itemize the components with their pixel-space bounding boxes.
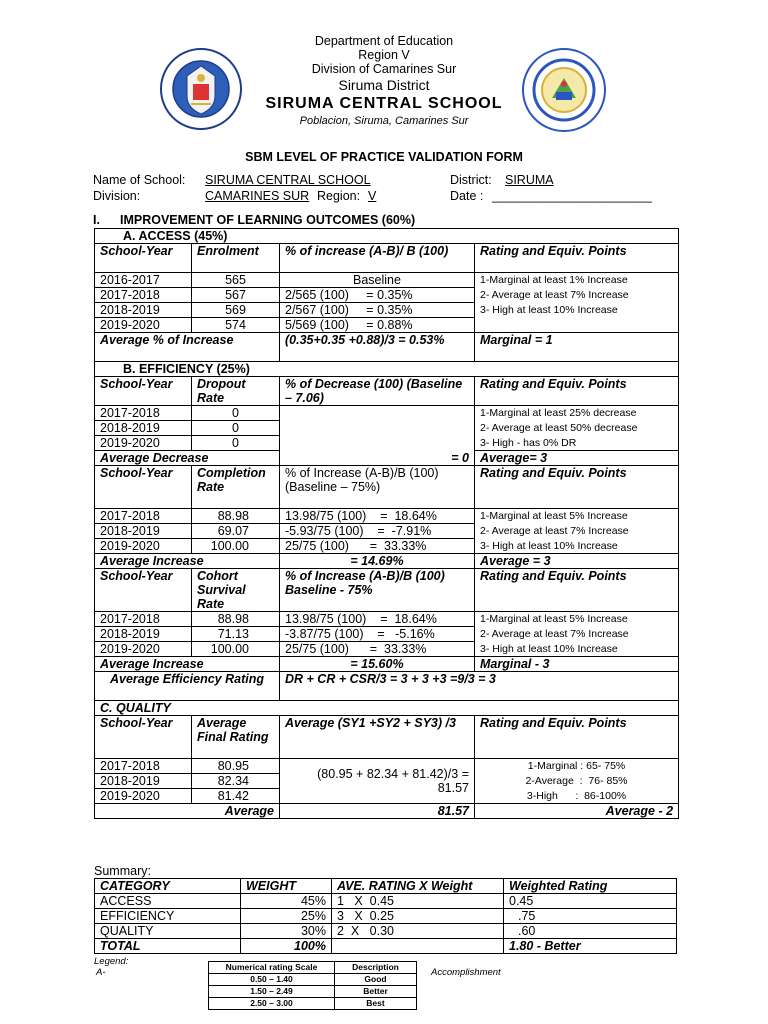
access-year: 2019-2020 xyxy=(95,318,192,333)
access-enrolment: 567 xyxy=(192,288,280,303)
quality-avg-value: 81.57 xyxy=(280,804,475,819)
table-row xyxy=(95,612,679,627)
summary-category: QUALITY xyxy=(95,924,241,939)
completion-calc: 13.98/75 (100) = 18.64% xyxy=(280,509,475,524)
access-year: 2017-2018 xyxy=(95,288,192,303)
completion-year: 2019-2020 xyxy=(95,539,192,554)
avg-efficiency-calc: DR + CR + CSR/3 = 3 + 3 +3 =9/3 = 3 xyxy=(280,672,679,701)
quality-final-rating: 81.42 xyxy=(192,789,280,804)
cohort-year: 2018-2019 xyxy=(95,627,192,642)
efficiency-title: B. EFFICIENCY (25%) xyxy=(95,362,679,377)
quality-year: 2018-2019 xyxy=(95,774,192,789)
summary-total-label: TOTAL xyxy=(95,939,241,954)
summary-weighted: .60 xyxy=(504,924,677,939)
summary-category: ACCESS xyxy=(95,894,241,909)
header-school-name: SIRUMA CENTRAL SCHOOL xyxy=(265,95,503,112)
completion-calc: -5.93/75 (100) = -7.91% xyxy=(280,524,475,539)
quality-year: 2017-2018 xyxy=(95,759,192,774)
quality-h-rating: Average Final Rating xyxy=(192,716,280,759)
dropout-h-calc: % of Decrease (100) (Baseline – 7.06) xyxy=(280,377,475,406)
summary-total-weighted: 1.80 - Better xyxy=(504,939,677,954)
completion-calc: 25/75 (100) = 33.33% xyxy=(280,539,475,554)
dropout-h-rating: Rating and Equiv. Points xyxy=(475,377,679,406)
legend-header-row xyxy=(209,962,417,974)
completion-avg-calc: = 14.69% xyxy=(280,554,475,569)
dropout-rating-scale: 1-Marginal at least 25% decrease xyxy=(475,406,679,421)
cohort-rate: 71.13 xyxy=(192,627,280,642)
cohort-header-row xyxy=(95,569,679,612)
dropout-year: 2019-2020 xyxy=(95,436,192,451)
access-rating-scale: 1-Marginal at least 1% Increase xyxy=(475,273,679,288)
table-row xyxy=(95,539,679,554)
completion-h-rate: Completion Rate xyxy=(192,466,280,509)
dropout-avg-rating: Average= 3 xyxy=(475,451,679,466)
summary-header-row xyxy=(95,879,677,894)
name-of-school-value: SIRUMA CENTRAL SCHOOL xyxy=(205,173,371,187)
summary-weight: 25% xyxy=(241,909,332,924)
completion-year: 2018-2019 xyxy=(95,524,192,539)
accomplishment-label: Accomplishment xyxy=(431,967,501,978)
cohort-calc: -3.87/75 (100) = -5.16% xyxy=(280,627,475,642)
summary-title: Summary: xyxy=(94,864,151,878)
access-year: 2018-2019 xyxy=(95,303,192,318)
summary-category: EFFICIENCY xyxy=(95,909,241,924)
table-row xyxy=(95,759,679,774)
quality-calc: (80.95 + 82.34 + 81.42)/3 = 81.57 xyxy=(280,759,475,804)
table-row xyxy=(95,894,677,909)
legend-scale: 1.50 – 2.49 xyxy=(209,986,335,998)
quality-avg-label: Average xyxy=(95,804,280,819)
table-row xyxy=(95,924,677,939)
cohort-rating-scale: 2- Average at least 7% Increase xyxy=(475,627,679,642)
dropout-h-year: School-Year xyxy=(95,377,192,406)
legend-h-description: Description xyxy=(335,962,417,974)
district-label: District: xyxy=(450,173,492,187)
date-label: Date : xyxy=(450,189,484,203)
cohort-h-calc: % of Increase (A-B)/B (100) Baseline - 75% xyxy=(280,569,475,612)
cohort-avg-label: Average Increase xyxy=(95,657,280,672)
access-average-row xyxy=(95,333,679,362)
dropout-header-row xyxy=(95,377,679,406)
table-row xyxy=(95,318,679,333)
quality-final-rating: 80.95 xyxy=(192,759,280,774)
access-calc: 2/567 (100) = 0.35% xyxy=(280,303,475,318)
table-row xyxy=(209,974,417,986)
dropout-h-rate: Dropout Rate xyxy=(192,377,280,406)
access-avg-rating: Marginal = 1 xyxy=(475,333,679,362)
access-year: 2016-2017 xyxy=(95,273,192,288)
cohort-avg-rating: Marginal - 3 xyxy=(475,657,679,672)
date-value: _______________________ xyxy=(492,189,652,203)
header-address: Poblacion, Siruma, Camarines Sur xyxy=(299,115,469,127)
cohort-year: 2017-2018 xyxy=(95,612,192,627)
quality-scale: 3-High : 86-100% xyxy=(475,789,679,804)
table-row xyxy=(95,273,679,288)
form-title: SBM LEVEL OF PRACTICE VALIDATION FORM xyxy=(245,150,523,164)
legend-scale: 0.50 – 1.40 xyxy=(209,974,335,986)
dropout-rating-scale: 2- Average at least 50% decrease xyxy=(475,421,679,436)
quality-h-calc: Average (SY1 +SY2 + SY3) /3 xyxy=(280,716,475,759)
table-row xyxy=(209,986,417,998)
summary-weighted: 0.45 xyxy=(504,894,677,909)
access-enrolment: 569 xyxy=(192,303,280,318)
quality-h-year: School-Year xyxy=(95,716,192,759)
summary-calc: 3 X 0.25 xyxy=(332,909,504,924)
dropout-rating-scale: 3- High - has 0% DR xyxy=(475,436,679,451)
legend-table xyxy=(208,961,417,1010)
legend-description: Good xyxy=(335,974,417,986)
summary-h-weighted: Weighted Rating xyxy=(504,879,677,894)
completion-avg-label: Average Increase xyxy=(95,554,280,569)
dropout-rate: 0 xyxy=(192,421,280,436)
access-h-increase: % of increase (A-B)/ B (100) xyxy=(280,244,475,273)
access-calc: 5/569 (100) = 0.88% xyxy=(280,318,475,333)
legend-description: Best xyxy=(335,998,417,1010)
table-row xyxy=(95,303,679,318)
cohort-rating-scale: 1-Marginal at least 5% Increase xyxy=(475,612,679,627)
completion-avg-rating: Average = 3 xyxy=(475,554,679,569)
access-h-year: School-Year xyxy=(95,244,192,273)
summary-total-row xyxy=(95,939,677,954)
cohort-h-rating: Rating and Equiv. Points xyxy=(475,569,679,612)
access-h-enrolment: Enrolment xyxy=(192,244,280,273)
quality-average-row xyxy=(95,804,679,819)
summary-h-calc: AVE. RATING X Weight xyxy=(332,879,504,894)
completion-rating-scale: 1-Marginal at least 5% Increase xyxy=(475,509,679,524)
legend-description: Better xyxy=(335,986,417,998)
average-efficiency-row xyxy=(95,672,679,701)
quality-final-rating: 82.34 xyxy=(192,774,280,789)
summary-total-weight: 100% xyxy=(241,939,332,954)
sbm-main-table xyxy=(94,228,679,819)
completion-average-row xyxy=(95,554,679,569)
cohort-avg-calc: = 15.60% xyxy=(280,657,475,672)
cohort-rate: 100.00 xyxy=(192,642,280,657)
legend-a-label: A- xyxy=(96,967,106,978)
completion-h-rating: Rating and Equiv. Points xyxy=(475,466,679,509)
header-district: Siruma District xyxy=(338,77,430,93)
access-header-row xyxy=(95,244,679,273)
quality-avg-rating: Average - 2 xyxy=(475,804,679,819)
cohort-rating-scale: 3- High at least 10% Increase xyxy=(475,642,679,657)
cohort-calc: 13.98/75 (100) = 18.64% xyxy=(280,612,475,627)
dropout-year: 2017-2018 xyxy=(95,406,192,421)
quality-scale: 1-Marginal : 65- 75% xyxy=(475,759,679,774)
cohort-h-rate: Cohort Survival Rate xyxy=(192,569,280,612)
access-avg-calc: (0.35+0.35 +0.88)/3 = 0.53% xyxy=(280,333,475,362)
access-rating-scale xyxy=(475,318,679,333)
completion-rating-scale: 3- High at least 10% Increase xyxy=(475,539,679,554)
cohort-h-year: School-Year xyxy=(95,569,192,612)
cohort-calc: 25/75 (100) = 33.33% xyxy=(280,642,475,657)
table-row xyxy=(95,509,679,524)
header-division: Division of Camarines Sur xyxy=(311,62,457,76)
table-row xyxy=(209,998,417,1010)
cohort-year: 2019-2020 xyxy=(95,642,192,657)
section-i-title: IMPROVEMENT OF LEARNING OUTCOMES (60%) xyxy=(120,213,416,227)
header-department: Department of Education xyxy=(314,34,454,48)
dropout-year: 2018-2019 xyxy=(95,421,192,436)
division-value: CAMARINES SUR xyxy=(205,189,310,203)
access-avg-label: Average % of Increase xyxy=(95,333,280,362)
name-of-school-label: Name of School: xyxy=(93,173,186,187)
region-value: V xyxy=(368,189,377,203)
table-row xyxy=(95,288,679,303)
table-row xyxy=(95,627,679,642)
completion-year: 2017-2018 xyxy=(95,509,192,524)
quality-h-scale: Rating and Equiv. Points xyxy=(475,716,679,759)
division-label: Division: xyxy=(93,189,141,203)
table-row xyxy=(95,909,677,924)
cohort-rate: 88.98 xyxy=(192,612,280,627)
access-calc: Baseline xyxy=(280,273,475,288)
summary-table xyxy=(94,878,677,954)
access-calc: 2/565 (100) = 0.35% xyxy=(280,288,475,303)
completion-rate: 100.00 xyxy=(192,539,280,554)
summary-weighted: .75 xyxy=(504,909,677,924)
completion-h-year: School-Year xyxy=(95,466,192,509)
district-value: SIRUMA xyxy=(505,173,554,187)
dropout-rate: 0 xyxy=(192,406,280,421)
section-i-number: I. xyxy=(93,213,100,227)
quality-year: 2019-2020 xyxy=(95,789,192,804)
summary-calc: 1 X 0.45 xyxy=(332,894,504,909)
completion-rate: 69.07 xyxy=(192,524,280,539)
dropout-rate: 0 xyxy=(192,436,280,451)
dropout-avg-calc: = 0 xyxy=(280,406,475,466)
completion-rate: 88.98 xyxy=(192,509,280,524)
access-enrolment: 574 xyxy=(192,318,280,333)
region-label: Region: xyxy=(317,189,361,203)
access-title: A. ACCESS (45%) xyxy=(95,229,679,244)
legend-label: Legend: xyxy=(94,956,129,967)
quality-scale: 2-Average : 76- 85% xyxy=(475,774,679,789)
access-rating-scale: 2- Average at least 7% Increase xyxy=(475,288,679,303)
summary-h-category: CATEGORY xyxy=(95,879,241,894)
completion-rating-scale: 2- Average at least 7% Increase xyxy=(475,524,679,539)
summary-weight: 30% xyxy=(241,924,332,939)
quality-header-row xyxy=(95,716,679,759)
legend-h-scale: Numerical rating Scale xyxy=(209,962,335,974)
summary-weight: 45% xyxy=(241,894,332,909)
completion-h-calc: % of Increase (A-B)/B (100) (Baseline – 75%) xyxy=(280,466,475,509)
access-h-rating: Rating and Equiv. Points xyxy=(475,244,679,273)
summary-calc: 2 X 0.30 xyxy=(332,924,504,939)
completion-header-row xyxy=(95,466,679,509)
access-rating-scale: 3- High at least 10% Increase xyxy=(475,303,679,318)
cohort-average-row xyxy=(95,657,679,672)
avg-efficiency-label: Average Efficiency Rating xyxy=(95,672,280,701)
table-row xyxy=(95,642,679,657)
summary-h-weight: WEIGHT xyxy=(241,879,332,894)
access-enrolment: 565 xyxy=(192,273,280,288)
dropout-avg-label: Average Decrease xyxy=(95,451,280,466)
header-region: Region V xyxy=(358,48,410,62)
quality-title: C. QUALITY xyxy=(95,701,679,716)
summary-total-empty xyxy=(332,939,504,954)
table-row xyxy=(95,406,679,421)
legend-scale: 2.50 – 3.00 xyxy=(209,998,335,1010)
table-row xyxy=(95,524,679,539)
